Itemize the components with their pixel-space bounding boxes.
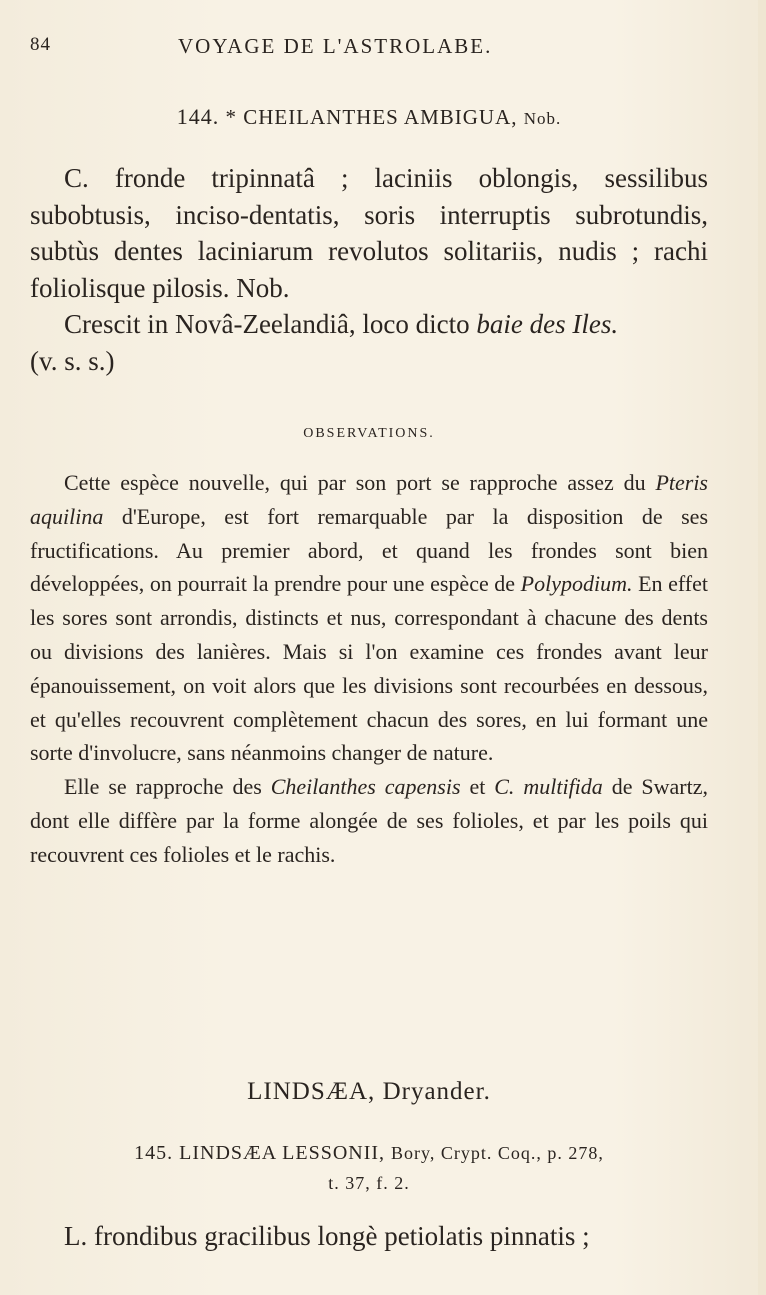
observations-text [30,466,708,872]
text-run: et [469,774,486,800]
taxon-name: Pteris aquilina [30,470,708,529]
species-name: * CHEILANTHES AMBIGUA, [225,105,518,129]
genus-name: LINDSÆA, [247,1078,376,1105]
text-run: d'Europe, est fort remarquable par la disposition de ses fructifications. Au premier abord, et quand les frondes sont bien développées, on pourrait la prendre pour une espèce de [30,503,708,597]
citation: Bory, Crypt. Coq., p. 278, [391,1143,604,1163]
text-run: de Swartz, dont elle diffère par la forme alongée de ses folioles, et par les poils qui recouvrent ces folioles et le rachis. [30,774,708,867]
locality-line [30,306,708,343]
observations-paragraph-2 [30,770,708,871]
text-run: Elle se rapproche des [64,774,262,800]
page-gutter [758,0,766,1295]
taxon-name: C. multifida [494,774,603,800]
entry-number: 145. [134,1142,174,1164]
entry-144-heading [30,104,708,130]
locality-place: baie des Iles. [476,309,619,339]
entry-145-description: L. frondibus gracilibus longè petiolatis pinnatis ; [64,1221,590,1251]
entry-145-heading [30,1138,708,1198]
entry-144-description [30,160,708,379]
citation-plate: t. 37, f. 2. [328,1173,410,1193]
genus-heading [30,1078,708,1106]
running-head [30,34,736,58]
specimen-note: (v. s. s.) [30,345,115,376]
text-run: Cette espèce nouvelle, qui par son port se rapproche assez du [64,470,646,495]
observations-paragraph-1 [30,466,708,770]
entry-number: 144. [176,104,220,129]
observations-heading: OBSERVATIONS. [303,426,435,441]
species-name: LINDSÆA LESSONII, [179,1142,386,1164]
running-title: VOYAGE DE L'ASTROLABE. [178,34,493,58]
taxon-name: Cheilanthes capensis [270,774,461,800]
locality-text: Crescit in Novâ-Zeelandiâ, loco dicto [64,309,470,339]
species-author: Nob. [523,109,562,128]
text-run: En effet les sores sont arrondis, distincts et nus, correspondant à chacune des dents ou divisions des lanières. Mais si l'on examine ces frondes avant leur épanouissement, on voit alors que les divisions sont recourbées en dessous, et qu'elles recouvrent complètement chacun des sores, en lui formant une sorte d'involucre, sans néanmoins changer de nature. [30,571,709,766]
latin-diagnosis: C. fronde tripinnatâ ; laciniis oblongis, sessilibus subobtusis, inciso-dentatis, soris interruptis subrotundis, subtùs dentes laciniarum revolutos solitariis, nudis ; rachi foliolisque pilosis. Nob. [30,163,708,303]
genus-author: Dryander. [382,1078,491,1105]
taxon-name: Polypodium. [520,571,633,597]
page-number: 84 [30,34,51,55]
